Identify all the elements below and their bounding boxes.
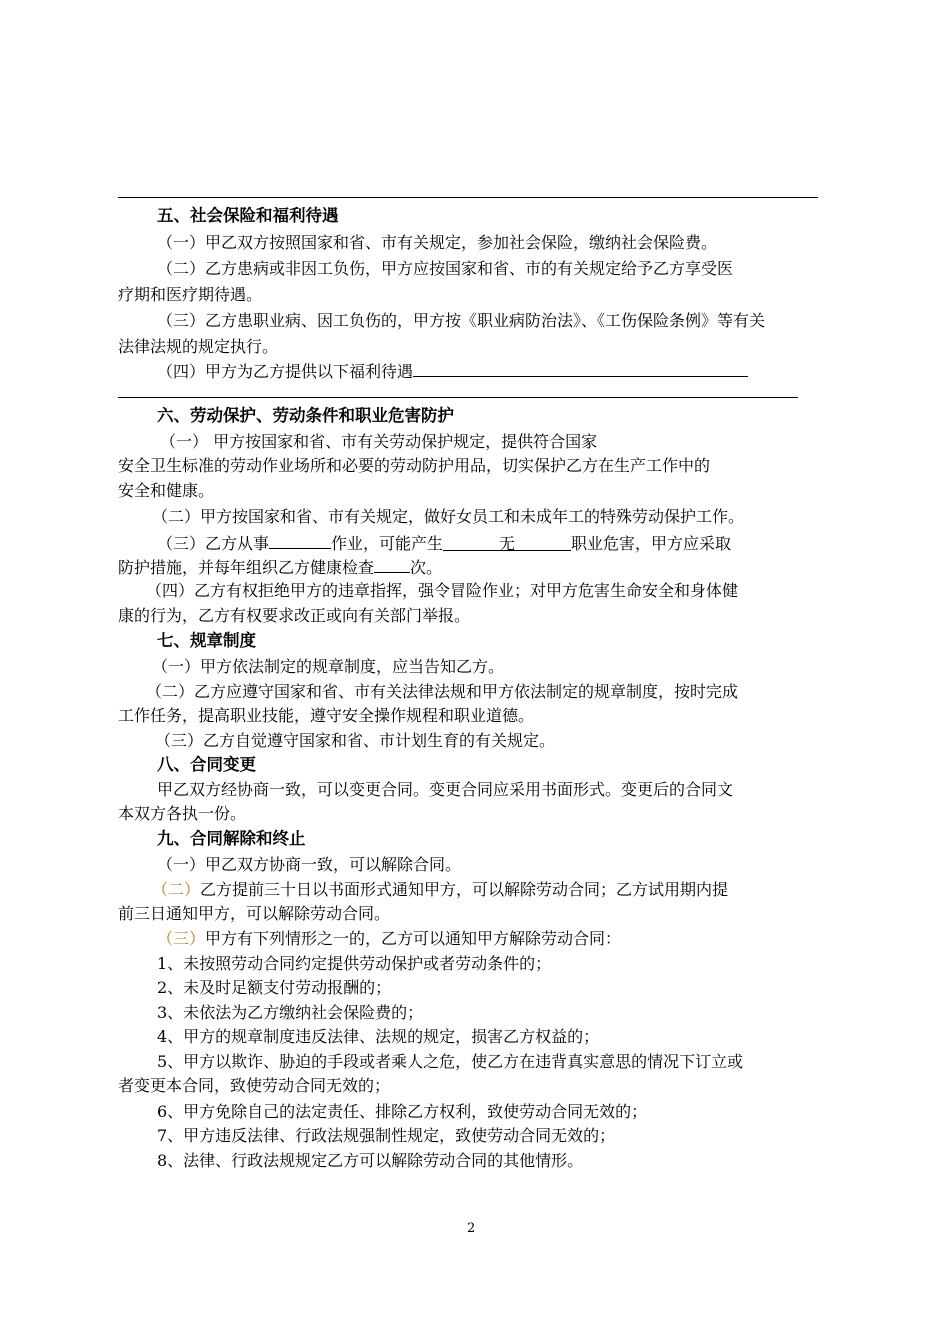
s5-p1: （一）甲乙双方按照国家和省、市有关规定，参加社会保险，缴纳社会保险费。 [157, 233, 718, 252]
s5-p4-text: （四）甲方为乙方提供以下福利待遇 [157, 362, 414, 381]
work-type-blank [269, 531, 331, 549]
s9-p2b: 前三日通知甲方，可以解除劳动合同。 [118, 904, 391, 923]
s6-p1a: （一） 甲方按国家和省、市有关劳动保护规定，提供符合国家 [160, 432, 598, 451]
s6-p3-part2: 作业，可能产生 [331, 534, 444, 553]
s6-p3-part1: （三）乙方从事 [157, 534, 270, 553]
section-5-title: 五、社会保险和福利待遇 [157, 206, 339, 225]
s9-p2a-text: 乙方提前三十日以书面形式通知甲方，可以解除劳动合同；乙方试用期内提 [200, 880, 729, 899]
section-9-title: 九、合同解除和终止 [157, 829, 306, 848]
s5-p2a: （二）乙方患病或非因工负伤，甲方应按国家和省、市的有关规定给予乙方享受医 [157, 259, 734, 278]
s9-item-5a: 5、甲方以欺诈、胁迫的手段或者乘人之危，使乙方在违背真实意思的情况下订立或 [157, 1052, 744, 1071]
section-8-title: 八、合同变更 [157, 755, 256, 774]
s6-p4a: （四）乙方有权拒绝甲方的违章指挥，强令冒险作业；对甲方危害生命安全和身体健 [146, 581, 739, 600]
s5-p3a: （三）乙方患职业病、因工负伤的，甲方按《职业病防治法》、《工伤保险条例》等有关 [157, 311, 766, 330]
s7-p2b: 工作任务，提高职业技能，遵守安全操作规程和职业道德。 [118, 706, 535, 725]
s9-item-1: 1、未按照劳动合同约定提供劳动保护或者劳动条件的； [157, 954, 552, 973]
page-number: 2 [467, 1221, 476, 1236]
checkup-count-blank [374, 555, 410, 573]
welfare-blank [413, 359, 748, 377]
s9-p1: （一）甲乙双方协商一致，可以解除合同。 [157, 855, 462, 874]
s6-p3b-part2: 次。 [410, 558, 443, 577]
s9-item-7: 7、甲方违反法律、行政法规强制性规定，致使劳动合同无效的； [157, 1126, 616, 1145]
hazard-value: 无 [499, 534, 516, 553]
section-7-title: 七、规章制度 [157, 631, 256, 650]
s6-p4b: 康的行为，乙方有权要求改正或向有关部门举报。 [118, 606, 471, 625]
s5-p3b: 法律法规的规定执行。 [118, 337, 279, 356]
s9-item-5b: 者变更本合同，致使劳动合同无效的； [118, 1076, 391, 1095]
s8-p1a: 甲乙双方经协商一致，可以变更合同。变更合同应采用书面形式。变更后的合同文 [157, 780, 734, 799]
s6-p1c: 安全和健康。 [118, 481, 215, 500]
s6-p1b: 安全卫生标准的劳动作业场所和必要的劳动防护用品，切实保护乙方在生产工作中的 [118, 456, 711, 475]
s5-p4 [157, 359, 748, 383]
s9-item-2: 2、未及时足额支付劳动报酬的； [157, 978, 392, 997]
section-6-title: 六、劳动保护、劳动条件和职业危害防护 [157, 406, 454, 425]
s7-p3: （三）乙方自觉遵守国家和省、市计划生育的有关规定。 [155, 731, 556, 750]
top-divider [118, 197, 818, 198]
s6-p3-part3: 职业危害，甲方应采取 [571, 534, 732, 553]
s8-p1b: 本双方各执一份。 [118, 804, 247, 823]
s9-p3 [157, 928, 621, 950]
s6-p2: （二）甲方按国家和省、市有关规定，做好女员工和未成年工的特殊劳动保护工作。 [152, 507, 745, 526]
s9-p2a [152, 879, 728, 901]
s6-p3b-part1: 防护措施，并每年组织乙方健康检查 [118, 558, 375, 577]
s6-p3b [118, 555, 442, 579]
s9-item-3: 3、未依法为乙方缴纳社会保险费的； [157, 1003, 424, 1022]
s9-item-8: 8、法律、行政法规规定乙方可以解除劳动合同的其他情形。 [157, 1151, 584, 1170]
s9-p3-prefix: （三） [157, 929, 206, 948]
hazard-blank [443, 533, 571, 551]
welfare-blank-line-2 [118, 397, 798, 398]
s9-p3-text: 甲方有下列情形之一的，乙方可以通知甲方解除劳动合同： [205, 929, 622, 948]
s9-p2-prefix: （二） [152, 880, 201, 899]
s5-p2b: 疗期和医疗期待遇。 [118, 285, 263, 304]
s7-p1: （一）甲方依法制定的规章制度，应当告知乙方。 [152, 657, 505, 676]
s9-item-6: 6、甲方免除自己的法定责任、排除乙方权利，致使劳动合同无效的； [157, 1102, 648, 1121]
s7-p2a: （二）乙方应遵守国家和省、市有关法律法规和甲方依法制定的规章制度，按时完成 [146, 682, 739, 701]
s6-p3a [157, 531, 731, 555]
s9-item-4: 4、甲方的规章制度违反法律、法规的规定，损害乙方权益的； [157, 1027, 600, 1046]
